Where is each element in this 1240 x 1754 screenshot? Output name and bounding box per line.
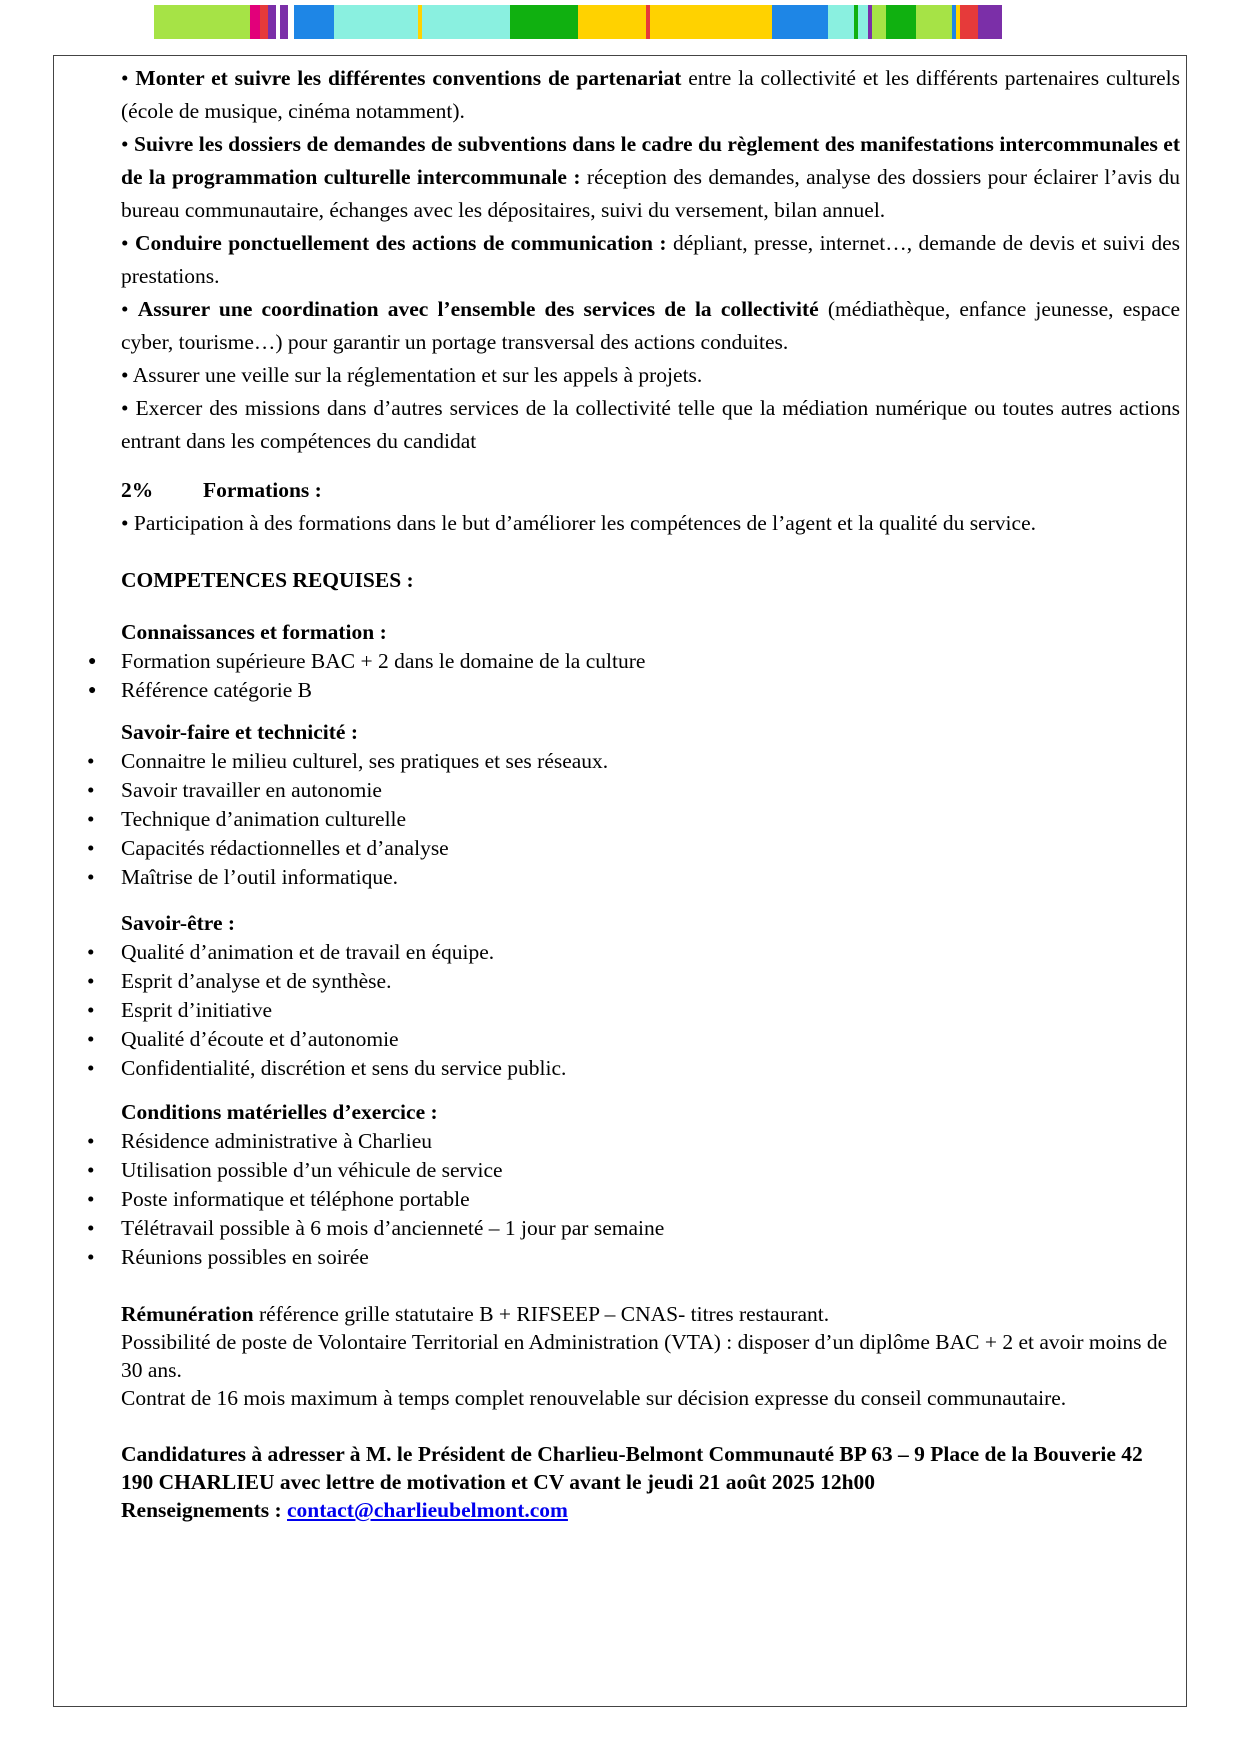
remuneration-block: [121, 1300, 1180, 1412]
conditions-heading: Conditions matérielles d’exercice :: [121, 1100, 438, 1124]
bullet-icon: ●: [88, 683, 97, 698]
document-body: [87, 62, 1181, 1524]
connaissances-heading: Connaissances et formation :: [121, 620, 387, 644]
bullet-icon: •: [121, 66, 136, 90]
list-item: • Poste informatique et téléphone portable: [121, 1185, 1180, 1214]
bullet-icon: •: [87, 1245, 95, 1269]
bullet-icon: •: [87, 1129, 95, 1153]
bullet-icon: •: [87, 1187, 95, 1211]
savoir-etre-list: [87, 938, 1180, 1083]
bullet-icon: •: [87, 1056, 95, 1080]
missions-list: [121, 62, 1180, 458]
conditions-list: [87, 1127, 1180, 1272]
color-bar-segment: [872, 5, 886, 39]
list-item: ● Formation supérieure BAC + 2 dans le domaine de la culture: [121, 647, 1180, 676]
bullet-icon: •: [87, 836, 95, 860]
color-bar-segment: [578, 5, 646, 39]
mission-item: • Assurer une coordination avec l’ensemble des services de la collectivité (médiathèque, enfance jeunesse, espace cyber, tourisme…) pour garantir un portage transversal des actions conduites.: [121, 297, 1180, 354]
list-item: • Maîtrise de l’outil informatique.: [121, 863, 1180, 892]
bullet-icon: •: [121, 363, 133, 387]
bullet-icon: •: [121, 132, 134, 156]
mission-item: • Monter et suivre les différentes conventions de partenariat entre la collectivité et les différents partenaires culturels (école de musique, cinéma notamment).: [121, 66, 1180, 123]
mission-item: • Conduire ponctuellement des actions de communication : dépliant, presse, internet…, demande de devis et suivi des prestations.: [121, 231, 1181, 288]
color-bar-segment: [280, 5, 288, 39]
color-bar-segment: [772, 5, 828, 39]
bullet-icon: •: [121, 511, 134, 535]
bullet-icon: •: [87, 749, 95, 773]
list-item: • Esprit d’initiative: [121, 996, 1180, 1025]
color-bar-segment: [268, 5, 276, 39]
color-bar-segment: [250, 5, 260, 39]
list-item: ● Référence catégorie B: [121, 676, 1180, 705]
bullet-icon: •: [121, 396, 136, 420]
color-bar-segment: [260, 5, 268, 39]
contact-email-link[interactable]: contact@charlieubelmont.com: [287, 1498, 568, 1522]
list-item: • Esprit d’analyse et de synthèse.: [121, 967, 1180, 996]
bullet-icon: •: [87, 1027, 95, 1051]
list-item: • Connaitre le milieu culturel, ses pratiques et ses réseaux.: [121, 747, 1180, 776]
bullet-icon: •: [87, 1158, 95, 1182]
list-item: • Télétravail possible à 6 mois d’ancienneté – 1 jour par semaine: [121, 1214, 1180, 1243]
color-bar-segment: [294, 5, 334, 39]
savoir-etre-heading: Savoir-être :: [121, 911, 236, 935]
bullet-icon: •: [121, 297, 138, 321]
color-bar-segment: [334, 5, 418, 39]
color-bar-segment: [886, 5, 916, 39]
formations-text: • Participation à des formations dans le but d’améliorer les compétences de l’agent et la qualité du service.: [121, 511, 1036, 535]
vta-text: Possibilité de poste de Volontaire Territorial en Administration (VTA) : disposer d’un diplôme BAC + 2 et avoir moins de 30 ans.: [121, 1330, 1168, 1382]
contract-text: Contrat de 16 mois maximum à temps complet renouvelable sur décision expresse du conseil communautaire.: [121, 1386, 1067, 1410]
list-item: • Technique d’animation culturelle: [121, 805, 1180, 834]
savoir-faire-list: [87, 747, 1180, 892]
list-item: • Réunions possibles en soirée: [121, 1243, 1180, 1272]
list-item: • Qualité d’animation et de travail en équipe.: [121, 938, 1180, 967]
mission-item: • Suivre les dossiers de demandes de subventions dans le cadre du règlement des manifestations intercommunales et de la programmation culturelle intercommunale : réception des demandes, analyse des dossiers pour éclairer l’avis du bureau communautaire, échanges avec les dépositaires, suivi du versement, bilan annuel.: [121, 132, 1180, 222]
renseignements-line: Renseignements : contact@charlieubelmont.com: [121, 1498, 568, 1522]
bullet-icon: •: [121, 231, 135, 255]
list-item: • Savoir travailler en autonomie: [121, 776, 1180, 805]
mission-item: • Exercer des missions dans d’autres services de la collectivité telle que la médiation numérique ou toutes autres actions entrant dans les compétences du candidat: [121, 396, 1180, 453]
competences-heading: COMPETENCES REQUISES :: [121, 568, 414, 592]
bullet-icon: •: [87, 1216, 95, 1240]
mission-item: • Assurer une veille sur la réglementation et sur les appels à projets.: [121, 363, 703, 387]
color-bar-segment: [422, 5, 510, 39]
color-bar-segment: [650, 5, 772, 39]
list-item: • Capacités rédactionnelles et d’analyse: [121, 834, 1180, 863]
savoir-faire-heading: Savoir-faire et technicité :: [121, 720, 359, 744]
color-bar-segment: [978, 5, 1002, 39]
candidatures-block: [121, 1440, 1180, 1524]
remuneration-line: Rémunération référence grille statutaire B + RIFSEEP – CNAS- titres restaurant.: [121, 1302, 830, 1326]
color-bar-segment: [828, 5, 854, 39]
list-item: • Qualité d’écoute et d’autonomie: [121, 1025, 1180, 1054]
bullet-icon: ●: [88, 654, 97, 669]
formations-heading: 2% Formations :: [121, 478, 322, 502]
connaissances-list: [88, 647, 1180, 705]
bullet-icon: •: [87, 998, 95, 1022]
header-color-bar: [154, 5, 1098, 39]
bullet-icon: •: [87, 969, 95, 993]
color-bar-segment: [960, 5, 978, 39]
list-item: • Résidence administrative à Charlieu: [121, 1127, 1180, 1156]
color-bar-segment: [154, 5, 250, 39]
bullet-icon: •: [87, 865, 95, 889]
candidatures-text: Candidatures à adresser à M. le Président de Charlieu-Belmont Communauté BP 63 – 9 Place de la Bouverie 42 190 CHARLIEU avec lettre de motivation et CV avant le jeudi 21 août 2025 12h00: [121, 1442, 1143, 1494]
list-item: • Utilisation possible d’un véhicule de service: [121, 1156, 1180, 1185]
color-bar-segment: [916, 5, 952, 39]
color-bar-segment: [510, 5, 578, 39]
color-bar-segment: [858, 5, 868, 39]
list-item: • Confidentialité, discrétion et sens du service public.: [121, 1054, 1180, 1083]
bullet-icon: •: [87, 778, 95, 802]
bullet-icon: •: [87, 940, 95, 964]
bullet-icon: •: [87, 807, 95, 831]
